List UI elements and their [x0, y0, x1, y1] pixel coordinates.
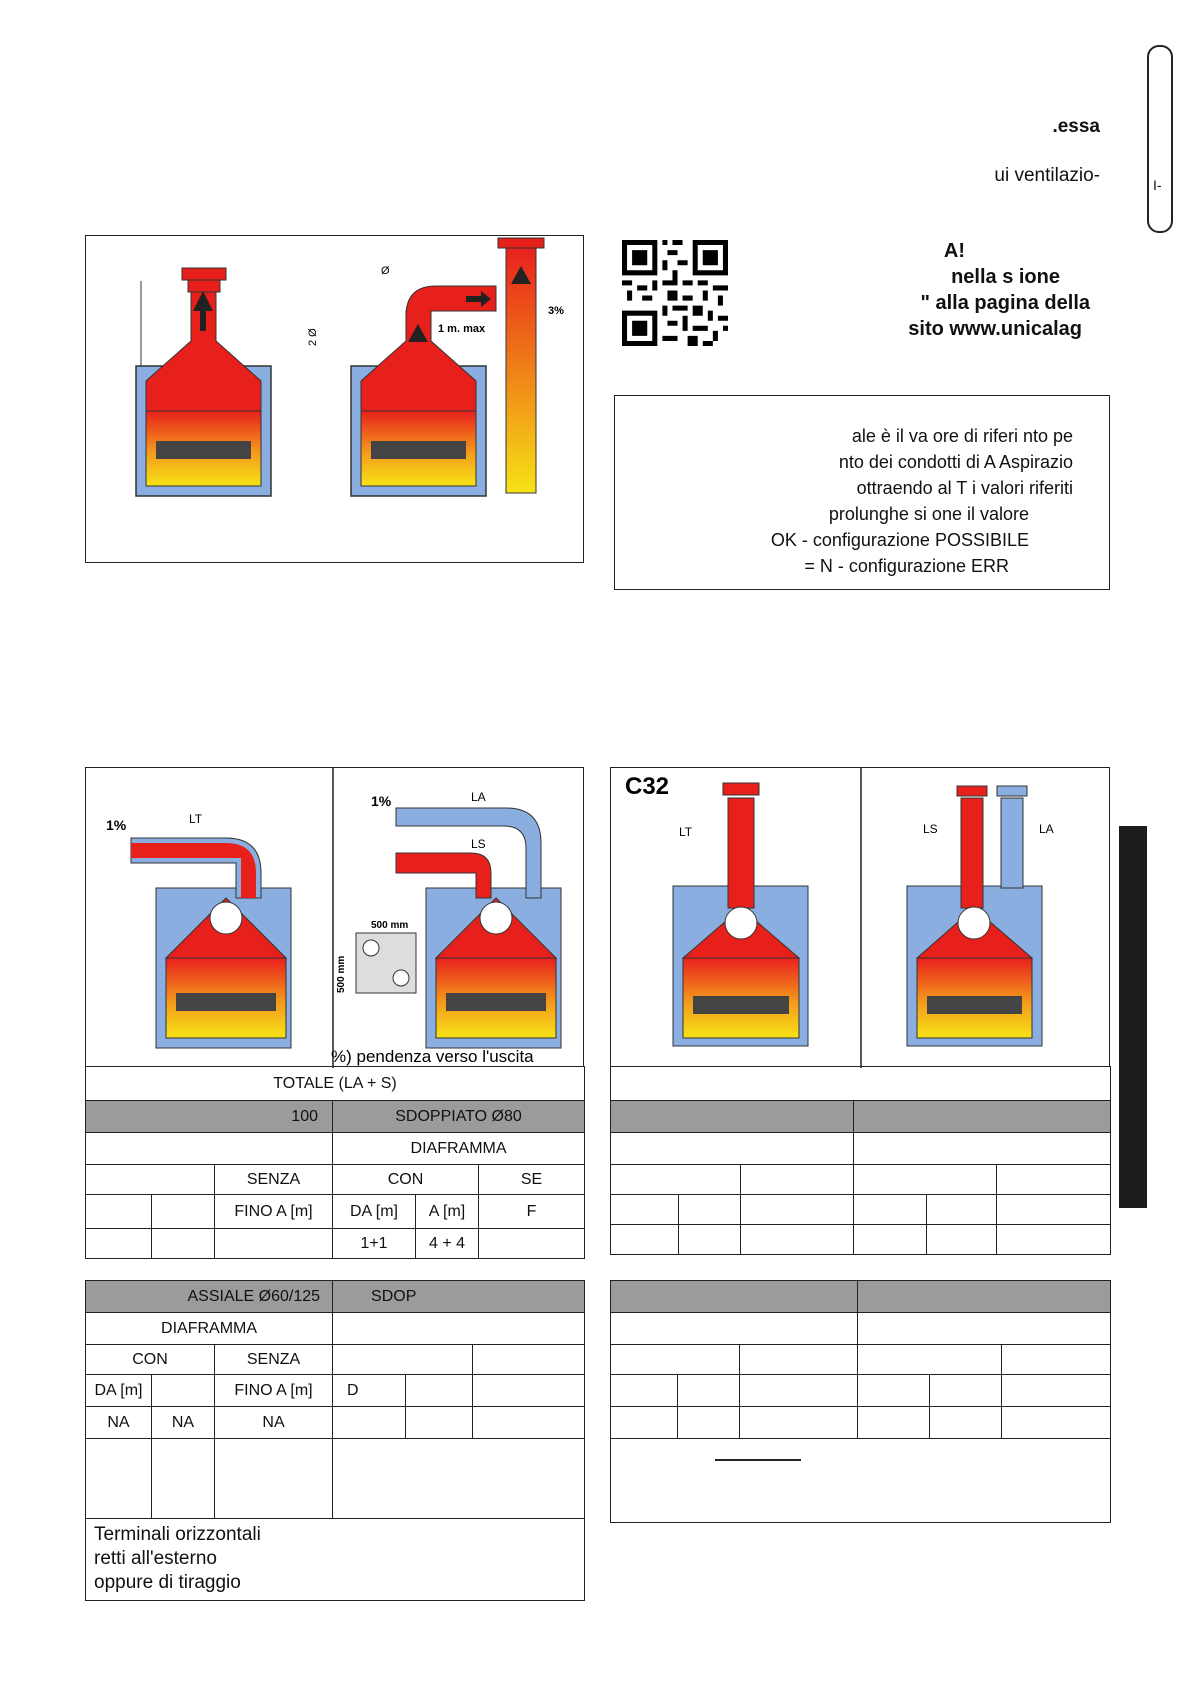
diagram-right-c32 [610, 767, 1110, 1067]
table-left-top-senza: SENZA [215, 1165, 333, 1195]
label-1m-max: 1 m. max [438, 323, 486, 335]
table-left-top-da: DA [m] [333, 1195, 416, 1229]
table-left-top-fino: FINO A [m] [215, 1195, 333, 1229]
footer-line-1 [94, 1523, 576, 1547]
table-left-bottom-da: DA [m] [86, 1375, 152, 1407]
boiler-2 [351, 238, 544, 496]
table-left-bottom-na-3: NA [215, 1407, 333, 1439]
table-left-top-col-b: SDOPPIATO Ø80 [333, 1101, 585, 1133]
label-phi: Ø [381, 265, 390, 277]
c32-illustration [611, 768, 1111, 1068]
table-right-bottom [610, 1280, 1111, 1523]
label-3pct: 3% [548, 305, 564, 317]
info-line-2: nto dei condotti di A Aspirazio [838, 452, 1073, 472]
qr-code [622, 240, 728, 346]
boiler-diagram-top [85, 235, 584, 563]
qr-notice-line-2: nella s ione [951, 266, 1060, 288]
info-line-4: prolunghe si one il valore [828, 504, 1029, 524]
label-2phi: 2 Ø [307, 328, 319, 346]
diagram-left [85, 767, 584, 1067]
footer-line-1-text: Terminali orizzontali [94, 1524, 261, 1545]
table-left-top-val-1: 1+1 [333, 1229, 416, 1259]
footer-line-3: oppure di tiraggio [94, 1572, 241, 1593]
table-left-bottom-col-b: SDOP [333, 1281, 585, 1313]
label-ls-left: LS [471, 837, 486, 851]
label-1pct-b: 1% [371, 793, 392, 809]
table-left-bottom-diaframma: DIAFRAMMA [86, 1313, 333, 1345]
c32-title: C32 [625, 773, 670, 800]
table-left-top-a: A [m] [416, 1195, 479, 1229]
info-line-6: = N - configurazione ERR [804, 556, 1009, 576]
c32-label-la: LA [1039, 822, 1054, 836]
table-right-top [610, 1066, 1111, 1255]
table-left-bottom-senza: SENZA [215, 1345, 333, 1375]
table-left-bottom-fino: FINO A [m] [215, 1375, 333, 1407]
side-tab [1147, 45, 1173, 233]
table-left-top-diaframma: DIAFRAMMA [333, 1133, 585, 1165]
info-line-3: ottraendo al T i valori riferiti [856, 478, 1073, 498]
header-line-2: ui ventilazio- [994, 165, 1100, 186]
table-left-top-con: CON [333, 1165, 479, 1195]
info-line-5: OK - configurazione POSSIBILE [770, 530, 1029, 550]
qr-notice-line-4: sito www.unicalag [908, 318, 1082, 340]
table-left-bottom-d: D [333, 1375, 406, 1407]
table-left-top-se: SE [479, 1165, 585, 1195]
table-left-top [85, 1066, 585, 1259]
table-left-bottom-na-2: NA [152, 1407, 215, 1439]
side-tab-mark: I- [1153, 177, 1162, 193]
boiler-flue-illustration [86, 236, 585, 564]
label-lt-left: LT [189, 812, 203, 826]
table-left-bottom-na-1: NA [86, 1407, 152, 1439]
coaxial-split-illustration [86, 768, 585, 1068]
info-line-1: ale è il va ore di riferi nto pe [851, 426, 1073, 446]
table-left-bottom-col-a: ASSIALE Ø60/125 [86, 1281, 333, 1313]
c32-label-ls: LS [923, 822, 938, 836]
qr-notice [740, 238, 1090, 342]
qr-notice-line-1: A! [943, 240, 965, 262]
table-left-bottom [85, 1280, 585, 1601]
table-left-top-val-2: 4 + 4 [416, 1229, 479, 1259]
label-500-width: 500 mm [371, 920, 409, 931]
table-left-top-f: F [479, 1195, 585, 1229]
label-500-height: 500 mm [336, 955, 347, 993]
label-la-left: LA [471, 790, 486, 804]
boiler-1 [136, 268, 271, 496]
section-marker-bar [1119, 826, 1147, 1208]
label-1pct-a: 1% [106, 817, 127, 833]
footer-line-2: retti all'esterno [94, 1548, 217, 1569]
table-left-top-col-a: 100 [86, 1101, 333, 1133]
info-box [614, 395, 1110, 590]
table-left-top-title: TOTALE (LA + S) [86, 1067, 585, 1101]
table-left-bottom-con: CON [86, 1345, 215, 1375]
header-line-1: .essa [1052, 116, 1100, 137]
underline-mark [715, 1459, 801, 1461]
c32-label-lt: LT [679, 825, 693, 839]
qr-notice-line-3: " alla pagina della [920, 292, 1090, 314]
diagram-left-caption: %) pendenza verso l'uscita [331, 1047, 534, 1066]
